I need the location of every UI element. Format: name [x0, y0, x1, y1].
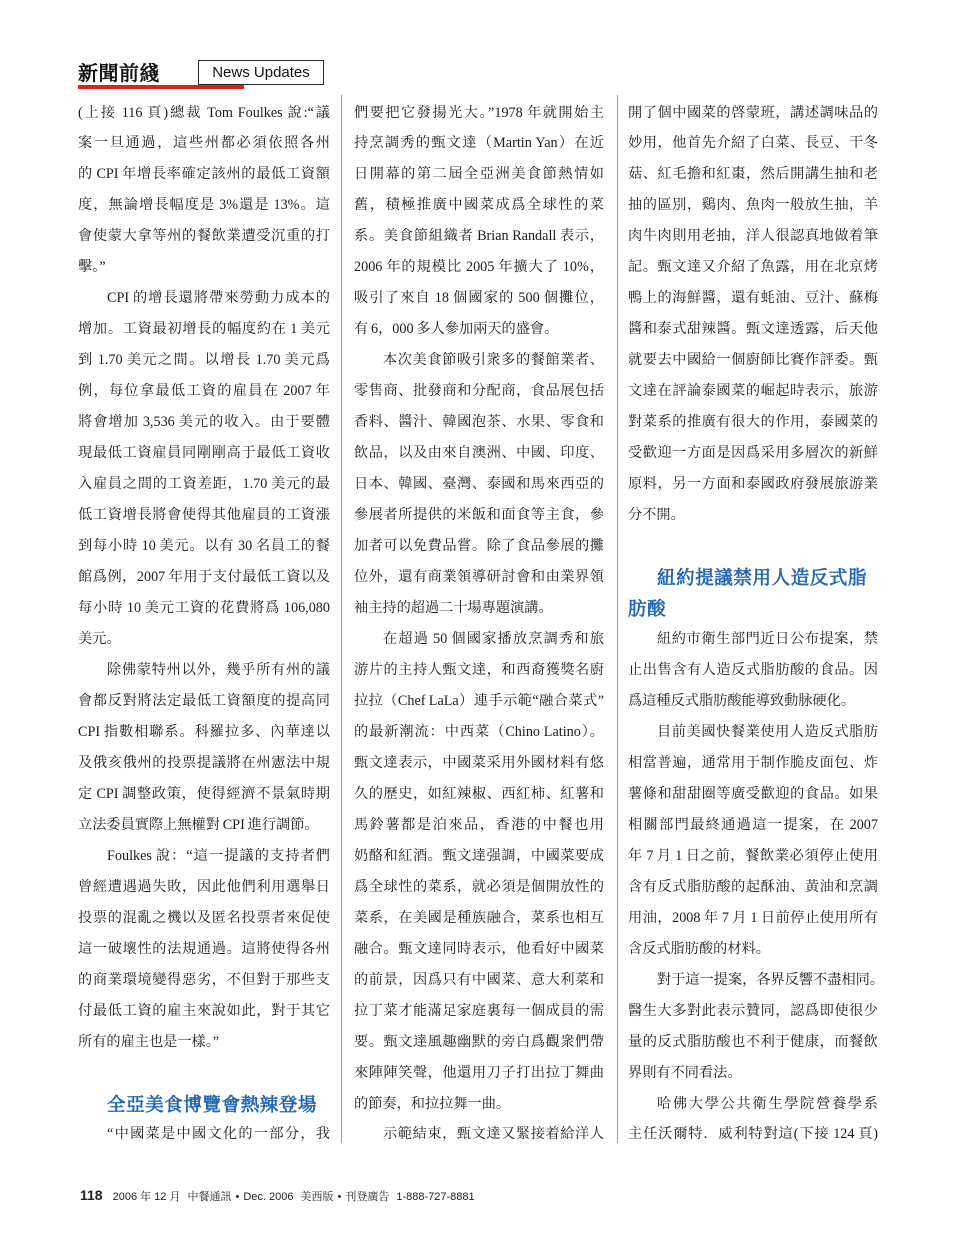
text-line: CPI 的增長還將帶來勞動力成本的: [107, 290, 330, 307]
text-line: 立法委員實際上無權對 CPI 進行調節。: [78, 816, 319, 833]
text-line: 2006 年的規模比 2005 年擴大了 10%，: [354, 259, 604, 276]
edition: 美西版: [300, 1191, 334, 1203]
text-line: 增加。工資最初增長的幅度約在 1 美元: [78, 321, 330, 338]
paragraph: [628, 965, 885, 1089]
text-line: 薯條和甜甜圈等廣受歡迎的食品。如果: [628, 785, 878, 802]
text-line: 的最新潮流：中西菜（Chino Latino）。: [354, 723, 604, 740]
paragraph: [78, 841, 330, 1058]
separator: •: [235, 1191, 240, 1203]
text-line: 除佛蒙特州以外，幾乎所有州的議: [107, 661, 330, 678]
text-line: 持烹調秀的甄文達（Martin Yan）在近: [354, 135, 604, 152]
text-line: 用油，2008 年 7 月 1 日前停止使用所有: [628, 909, 878, 926]
text-line: 久的歷史，如紅辣椒、西紅柿、紅薯和: [354, 785, 604, 802]
text-line: 示範結束，甄文達又緊接着給洋人: [383, 1126, 604, 1143]
text-line: 拉拉（Chef LaLa）連手示範“融合菜式”: [354, 692, 604, 709]
text-line: 到每小時 10 美元。以有 30 名員工的餐: [78, 538, 330, 555]
text-line: 們要把它發揚光大。”1978 年就開始主: [354, 104, 604, 121]
issue-date-en: Dec. 2006: [243, 1191, 294, 1203]
article-heading: [628, 562, 878, 624]
page-number: 118: [80, 1187, 103, 1203]
text-line: 開了個中國菜的啓蒙班，講述調味品的: [628, 104, 878, 121]
heading-line: 全亞美食博覽會熱辣登場: [107, 1094, 318, 1116]
text-line: 年 7 月 1 日之前，餐飲業必須停止使用: [628, 847, 878, 864]
column-divider: [617, 95, 618, 1143]
paragraph: [628, 1089, 878, 1151]
text-line: 舊，積極推廣中國菜成爲全球性的菜: [354, 197, 604, 214]
article-heading: [78, 1089, 330, 1120]
text-line: 對菜系的推廣有很大的作用，泰國菜的: [628, 414, 878, 431]
text-line: 的商業環境變得惡劣，不但對于那些支: [78, 971, 330, 988]
text-line: 吸引了來自 18 個國家的 500 個攤位，: [354, 290, 604, 307]
text-line: 醫生大多對此表示贊同，認爲即使很少: [628, 1002, 878, 1019]
paragraph: [628, 98, 878, 532]
heading-line: 肪酸: [628, 599, 667, 620]
text-line: 主任沃爾特．威利特對這(下接 124 頁): [628, 1126, 878, 1143]
text-line: 對于這一提案，各界反響不盡相同。: [657, 971, 885, 988]
heading-line: 紐約提議禁用人造反式脂: [657, 568, 868, 590]
paragraph: [628, 624, 878, 717]
publication-name: 中餐通訊: [187, 1191, 232, 1203]
paragraph: [354, 1119, 604, 1150]
text-line: 哈佛大學公共衛生學院營養學系: [657, 1095, 878, 1112]
text-line: 這一破壞性的法規通過。這將使得各州: [78, 940, 330, 957]
advertising-label: 刊登廣告: [345, 1191, 390, 1203]
text-line: 醬和泰式甜辣醬。甄文達透露，后天他: [628, 321, 878, 338]
text-line: (上接 116 頁)總裁 Tom Foulkes 說:“議: [78, 104, 330, 121]
page-footer: [80, 1187, 482, 1204]
text-line: 拉丁菜才能滿足家庭裏每一個成員的需: [354, 1002, 604, 1019]
text-line: 案一旦通過，這些州都必須依照各州: [78, 135, 330, 152]
text-line: 在超過 50 個國家播放烹調秀和旅: [383, 630, 604, 647]
text-line: 來陣陣笑聲，他還用刀子打出拉丁舞曲: [354, 1064, 604, 1081]
paragraph: [78, 655, 330, 841]
text-line: 曾經遭遇過失敗，因此他們利用選舉日: [78, 878, 330, 895]
text-line: 袖主持的超過二十場專題演講。: [354, 600, 553, 616]
text-line: 的節奏，和拉拉舞一曲。: [354, 1095, 511, 1112]
paragraph: [78, 1119, 330, 1150]
phone-number: 1-888-727-8881: [396, 1191, 475, 1203]
paragraph: [354, 98, 604, 346]
section-title-underline: [78, 85, 244, 89]
text-line: 菇、紅毛擔和紅棗，然后開講生抽和老: [628, 166, 878, 183]
text-line: 奶酪和紅酒。甄文達强調，中國菜要成: [354, 847, 604, 864]
text-line: 到 1.70 美元之間。以增長 1.70 美元爲: [78, 352, 330, 369]
text-line: 要。甄文達風趣幽默的旁白爲觀衆們帶: [354, 1033, 604, 1050]
text-line: 定 CPI 調整政策，使得經濟不景氣時期: [78, 785, 330, 802]
text-line: 界則有不同看法。: [628, 1064, 742, 1081]
text-line: 位外，還有商業領導研討會和由業界領: [354, 569, 604, 586]
text-line: 菜系，在美國是種族融合，菜系也相互: [354, 909, 604, 926]
text-line: 會都反對將法定最低工資額度的提高同: [78, 692, 330, 709]
text-line: 分不開。: [628, 507, 685, 524]
text-line: 日開幕的第二屆全亞洲美食節熱情如: [354, 166, 604, 183]
issue-date: 2006 年 12 月: [112, 1191, 181, 1203]
text-line: 的前景，因爲只有中國菜、意大利菜和: [354, 971, 604, 988]
column-divider: [341, 95, 342, 1143]
text-line: CPI 指數相聯系。科羅拉多、內華達以: [78, 723, 330, 740]
text-line: 擊。”: [78, 259, 106, 276]
text-line: 游片的主持人甄文達，和西裔獲獎名廚: [354, 661, 604, 678]
text-line: 零售商、批發商和分配商，食品展包括: [354, 383, 604, 400]
column-2: [354, 98, 604, 1151]
text-line: Foulkes 說：“這一提議的支持者們: [107, 847, 330, 864]
text-line: 抽的區別，鷄肉、魚肉一般放生抽，羊: [628, 197, 878, 214]
text-line: 參展者所提供的米飯和面食等主食，參: [354, 507, 604, 524]
text-line: 的 CPI 年增長率確定該州的最低工資額: [78, 166, 330, 183]
text-line: 付最低工資的雇主來說如此，對于其它: [78, 1002, 330, 1019]
text-line: 爲全球性的菜系，就必須是個開放性的: [354, 878, 604, 895]
text-line: 香料、醬汁、韓國泡茶、水果、零食和: [354, 414, 604, 431]
text-line: 記。甄文達又介紹了魚露，用在北京烤: [628, 259, 878, 276]
separator: •: [337, 1191, 342, 1203]
text-line: 每小時 10 美元工資的花費將爲 106,080: [78, 600, 330, 616]
text-line: 例，每位拿最低工資的雇員在 2007 年: [78, 383, 330, 400]
text-line: 止出售含有人造反式脂肪酸的食品。因: [628, 661, 878, 678]
column-1: [78, 98, 330, 1151]
paragraph: [354, 345, 604, 624]
text-line: 爲這種反式脂肪酸能導致動脉硬化。: [628, 692, 856, 709]
text-line: 低工資增長將會使得其他雇員的工資漲: [78, 507, 330, 524]
text-line: 飲品，以及由來自澳洲、中國、印度、: [354, 445, 604, 462]
column-3: [628, 98, 885, 1151]
paragraph: [78, 283, 330, 655]
text-line: 目前美國快餐業使用人造反式脂肪: [657, 723, 878, 740]
text-line: 文達在評論泰國菜的崛起時表示，旅游: [628, 383, 878, 400]
text-line: 度，無論增長幅度是 3%還是 13%。這: [78, 197, 330, 214]
text-line: 系。美食節組織者 Brian Randall 表示，: [354, 228, 604, 245]
text-line: 及俄亥俄州的投票提議將在州憲法中規: [78, 754, 330, 771]
text-line: 含有反式脂肪酸的起酥油、黃油和烹調: [628, 878, 878, 895]
text-line: 入雇員之間的工資差距，1.70 美元的最: [78, 476, 330, 493]
text-line: 鴨上的海鮮醬，還有蚝油、豆汁、蘇梅: [628, 290, 878, 307]
text-line: 就要去中國給一個廚師比賽作評委。甄: [628, 352, 878, 369]
section-tag: News Updates: [198, 60, 324, 85]
paragraph: [354, 624, 604, 1120]
text-line: 所有的雇主也是一樣。”: [78, 1033, 220, 1050]
text-line: 美元。: [78, 630, 121, 647]
text-line: 投票的混亂之機以及匿名投票者來促使: [78, 909, 330, 926]
text-line: 融合。甄文達同時表示，他看好中國菜: [354, 940, 604, 957]
paragraph: [78, 98, 330, 284]
text-line: 含反式脂肪酸的材料。: [628, 940, 770, 957]
text-line: 會使蒙大拿等州的餐飲業遭受沉重的打: [78, 228, 330, 245]
text-line: 相當普遍，通常用于制作脆皮面包、炸: [628, 754, 878, 771]
text-line: 館爲例，2007 年用于支付最低工資以及: [78, 569, 330, 586]
text-line: 受歡迎一方面是因爲采用多層次的新鮮: [628, 445, 878, 462]
text-line: 甄文達表示，中國菜采用外國材料有悠: [354, 754, 604, 771]
text-line: 相關部門最終通過這一提案，在 2007: [628, 816, 878, 833]
text-line: 有 6，000 多人參加兩天的盛會。: [354, 321, 559, 338]
text-line: 現最低工資雇員同剛剛高于最低工資收: [78, 445, 330, 462]
text-line: 加者可以免費品嘗。除了食品參展的攤: [354, 538, 604, 555]
text-line: 將會增加 3,536 美元的收入。由于要體: [78, 414, 330, 431]
text-line: 紐約市衛生部門近日公布提案，禁: [657, 630, 878, 647]
paragraph: [628, 717, 878, 965]
section-title: 新聞前綫: [78, 61, 160, 85]
text-line: 量的反式脂肪酸也不利于健康，而餐飲: [628, 1033, 878, 1050]
text-line: 日本、韓國、臺灣、泰國和馬來西亞的: [354, 476, 604, 493]
text-line: 妙用，他首先介紹了白菜、長豆、干冬: [628, 135, 878, 152]
text-line: 肉牛肉則用老抽，洋人很認真地做着筆: [628, 228, 878, 245]
text-line: “中國菜是中國文化的一部分，我: [107, 1126, 330, 1143]
text-line: 原料，另一方面和泰國政府發展旅游業: [628, 476, 878, 493]
text-line: 馬鈴薯都是泊來品，香港的中餐也用: [354, 816, 604, 833]
spacer: [78, 1058, 330, 1089]
text-line: 本次美食節吸引衆多的餐館業者、: [383, 352, 604, 369]
spacer: [628, 531, 878, 562]
